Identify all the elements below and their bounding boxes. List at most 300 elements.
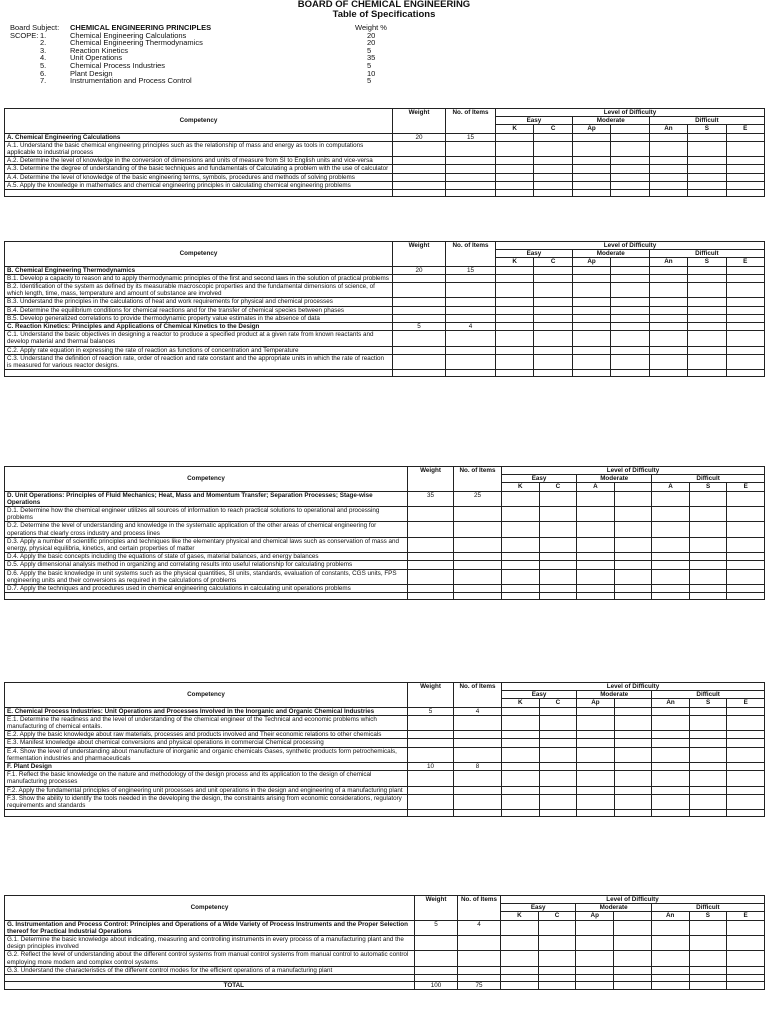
difficulty-cell — [502, 507, 540, 522]
difficulty-cell — [727, 731, 765, 739]
difficulty-cell — [688, 141, 726, 156]
section-items: 15 — [446, 133, 496, 141]
scope-item-weight: 5 — [367, 76, 372, 86]
difficulty-cell — [652, 569, 690, 584]
section-title: F. Plant Design — [5, 763, 408, 771]
difficulty-cell — [611, 173, 649, 181]
difficulty-cell — [572, 266, 610, 274]
difficulty-cell — [454, 507, 502, 522]
blank-cell — [496, 190, 534, 197]
difficulty-cell — [688, 173, 726, 181]
blank-cell — [534, 370, 572, 377]
blank-cell — [614, 593, 652, 600]
difficulty-cell — [572, 314, 610, 322]
difficulty-cell — [496, 133, 534, 141]
blank-cell — [577, 810, 615, 817]
blank-cell — [5, 190, 393, 197]
difficulty-cell — [534, 346, 572, 354]
difficulty-cell — [502, 786, 540, 794]
blank-cell — [446, 370, 496, 377]
difficulty-cell — [649, 298, 687, 306]
difficulty-cell — [689, 715, 727, 730]
difficulty-cell — [649, 306, 687, 314]
difficulty-cell — [726, 306, 764, 314]
section-title: B. Chemical Engineering Thermodynamics — [5, 266, 393, 274]
difficulty-cell — [502, 707, 540, 715]
scope-item-number: 4. — [40, 53, 47, 63]
level-of-difficulty-header: Level of Difficulty — [502, 467, 765, 475]
level-column-header: Ap — [576, 912, 614, 920]
competency-text: D.5. Apply dimensional analysis method in organizing and correlating results into useful relationship for calculating problems — [5, 561, 408, 569]
competency-row — [5, 966, 765, 974]
difficulty-cell — [539, 553, 577, 561]
difficulty-cell — [572, 346, 610, 354]
difficulty-cell — [572, 283, 610, 298]
scope-item — [10, 62, 387, 70]
difficulty-cell — [652, 491, 690, 506]
blank-cell — [501, 975, 539, 982]
difficulty-cell — [446, 306, 496, 314]
blank-cell — [727, 593, 765, 600]
spec-table — [4, 108, 765, 197]
board-subject-label: Board Subject: — [10, 23, 60, 32]
difficulty-cell — [649, 173, 687, 181]
difficulty-cell — [611, 298, 649, 306]
difficulty-cell — [727, 491, 765, 506]
difficulty-cell — [726, 354, 764, 369]
difficulty-cell — [446, 157, 496, 165]
level-column-header: Ap — [577, 699, 615, 707]
blank-cell — [534, 190, 572, 197]
difficulty-cell — [577, 715, 615, 730]
total-row — [5, 982, 765, 990]
difficulty-cell — [689, 507, 727, 522]
scope-item-name: Chemical Engineering Thermodynamics — [70, 38, 203, 48]
difficulty-cell — [408, 747, 454, 762]
competency-text: E.2. Apply the basic knowledge about raw materials, processes and products involved and Their economic relations to other chemicals — [5, 731, 408, 739]
scope-item-name: Unit Operations — [70, 53, 123, 63]
section-title: D. Unit Operations: Principles of Fluid Mechanics; Heat, Mass and Momentum Transfer; Separation Processes; Stage-wise Operations — [5, 491, 408, 506]
blank-cell — [572, 190, 610, 197]
difficulty-cell — [577, 522, 615, 537]
difficulty-cell — [446, 274, 496, 282]
difficulty-cell — [577, 561, 615, 569]
difficulty-cell — [393, 141, 446, 156]
scope-item-name: Chemical Engineering Calculations — [70, 30, 187, 40]
blank-cell — [5, 810, 408, 817]
difficulty-cell — [726, 173, 764, 181]
competency-row — [5, 569, 765, 584]
competency-text: F.3. Show the ability to identify the tools needed in the developing the design, the constraints arising from economic considerations, regulatory requirements and standards — [5, 794, 408, 809]
scope-item-weight: 20 — [367, 38, 376, 48]
difficulty-cell — [539, 569, 577, 584]
blank-cell — [502, 810, 540, 817]
board-subject-row — [10, 24, 387, 32]
difficulty-cell — [501, 920, 539, 935]
items-header: No. of Items — [446, 242, 496, 267]
difficulty-cell — [577, 537, 615, 552]
section-row — [5, 266, 765, 274]
level-column-header: K — [502, 483, 540, 491]
difficult-header: Difficult — [649, 250, 764, 258]
difficulty-cell — [611, 133, 649, 141]
difficulty-cell — [572, 165, 610, 173]
competency-row — [5, 157, 765, 165]
difficulty-cell — [539, 507, 577, 522]
difficulty-cell — [496, 283, 534, 298]
blank-cell — [726, 190, 764, 197]
difficulty-cell — [415, 951, 458, 966]
difficulty-cell — [408, 739, 454, 747]
items-header: No. of Items — [454, 683, 502, 708]
difficulty-cell — [454, 561, 502, 569]
difficulty-cell — [614, 786, 652, 794]
difficulty-cell — [539, 747, 577, 762]
scope-item-name: Plant Design — [70, 68, 113, 78]
difficulty-cell — [614, 715, 652, 730]
difficulty-cell — [727, 707, 765, 715]
difficulty-cell — [611, 141, 649, 156]
section-weight: 5 — [415, 920, 458, 935]
difficulty-cell — [496, 173, 534, 181]
header-row — [5, 896, 765, 904]
difficulty-cell — [502, 739, 540, 747]
difficulty-cell — [727, 786, 765, 794]
difficulty-cell — [502, 585, 540, 593]
difficulty-cell — [611, 306, 649, 314]
section-row — [5, 763, 765, 771]
difficulty-cell — [689, 771, 727, 786]
difficulty-cell — [572, 354, 610, 369]
difficulty-cell — [501, 982, 539, 990]
difficulty-cell — [502, 794, 540, 809]
difficulty-cell — [454, 715, 502, 730]
difficulty-cell — [688, 165, 726, 173]
competency-text: E.3. Manifest knowledge about chemical conversions and physical operations in commercial Chemical processing — [5, 739, 408, 747]
difficulty-cell — [539, 585, 577, 593]
scope-item-number: 7. — [40, 76, 47, 86]
header-row — [5, 109, 765, 117]
difficulty-cell — [651, 951, 689, 966]
blank-row — [5, 593, 765, 600]
difficulty-cell — [502, 715, 540, 730]
difficulty-cell — [689, 491, 727, 506]
competency-text: G.2. Reflect the level of understanding about the different control systems from manual control systems from manual control to automatic control employing more modern and complex control systems — [5, 951, 415, 966]
difficulty-cell — [652, 715, 690, 730]
difficulty-cell — [689, 707, 727, 715]
easy-header: Easy — [502, 691, 577, 699]
blank-cell — [688, 370, 726, 377]
difficulty-cell — [688, 274, 726, 282]
difficulty-cell — [614, 747, 652, 762]
level-column-header: K — [502, 699, 540, 707]
competency-text: D.3. Apply a number of scientific principles and techniques like the elementary physical and chemical laws such as conservation of mass and energy, physical equilibria, kinetics, and certain properties of matter — [5, 537, 408, 552]
competency-row — [5, 739, 765, 747]
weight-header: Weight — [393, 109, 446, 134]
difficulty-cell — [726, 314, 764, 322]
difficulty-cell — [652, 763, 690, 771]
level-column-header — [614, 699, 652, 707]
items-header: No. of Items — [446, 109, 496, 134]
difficulty-cell — [727, 585, 765, 593]
competency-row — [5, 771, 765, 786]
blank-cell — [454, 593, 502, 600]
difficulty-cell — [534, 141, 572, 156]
blank-cell — [393, 190, 446, 197]
difficulty-cell — [649, 266, 687, 274]
difficulty-cell — [649, 157, 687, 165]
difficulty-cell — [652, 553, 690, 561]
blank-cell — [649, 370, 687, 377]
difficulty-cell — [611, 314, 649, 322]
scope-item — [10, 54, 387, 62]
level-column-header — [611, 258, 649, 266]
level-column-header: E — [726, 258, 764, 266]
difficulty-cell — [688, 181, 726, 189]
blank-cell — [611, 190, 649, 197]
competency-row — [5, 165, 765, 173]
difficulty-cell — [689, 537, 727, 552]
difficulty-cell — [727, 763, 765, 771]
blank-cell — [415, 975, 458, 982]
competency-text: A.1. Understand the basic chemical engineering principles such as the relationship of mass and energy as tools in computations applicable to industrial process — [5, 141, 393, 156]
difficulty-cell — [727, 920, 765, 935]
difficulty-cell — [614, 936, 652, 951]
difficulty-cell — [652, 747, 690, 762]
competency-text: A.5. Apply the knowledge in mathematics and chemical engineering principles in calculating chemical engineering problems — [5, 181, 393, 189]
level-column-header: K — [496, 125, 534, 133]
difficulty-cell — [576, 936, 614, 951]
level-column-header: C — [534, 258, 572, 266]
competency-row — [5, 537, 765, 552]
difficulty-cell — [496, 314, 534, 322]
difficulty-cell — [538, 966, 576, 974]
blank-cell — [572, 370, 610, 377]
difficulty-cell — [534, 274, 572, 282]
scope-item — [10, 47, 387, 55]
difficulty-cell — [611, 181, 649, 189]
level-of-difficulty-header: Level of Difficulty — [496, 109, 765, 117]
difficulty-cell — [611, 266, 649, 274]
difficulty-cell — [689, 739, 727, 747]
scope-block — [10, 24, 387, 85]
difficulty-cell — [415, 936, 458, 951]
difficulty-cell — [688, 266, 726, 274]
difficulty-cell — [726, 157, 764, 165]
difficulty-cell — [408, 715, 454, 730]
blank-cell — [689, 975, 727, 982]
difficult-header: Difficult — [649, 117, 764, 125]
difficulty-cell — [572, 141, 610, 156]
scope-list — [10, 32, 387, 85]
header-row — [5, 467, 765, 475]
total-weight: 100 — [415, 982, 458, 990]
difficulty-cell — [446, 331, 496, 346]
competency-row — [5, 951, 765, 966]
difficulty-cell — [649, 314, 687, 322]
scope-item-name: Chemical Process Industries — [70, 60, 166, 70]
competency-header: Competency — [5, 896, 415, 921]
difficulty-cell — [538, 982, 576, 990]
difficulty-cell — [538, 936, 576, 951]
section-title: E. Chemical Process Industries: Unit Operations and Processes Involved in the Inorganic and Organic Chemical Industries — [5, 707, 408, 715]
difficulty-cell — [689, 982, 727, 990]
board-title: BOARD OF CHEMICAL ENGINEERING — [297, 0, 471, 10]
difficulty-cell — [393, 274, 446, 282]
difficulty-cell — [689, 522, 727, 537]
difficulty-cell — [502, 771, 540, 786]
competency-text: D.4. Apply the basic concepts including the equations of state of gases, material balances, and energy balances — [5, 553, 408, 561]
moderate-header: Moderate — [576, 904, 651, 912]
competency-row — [5, 141, 765, 156]
difficulty-cell — [688, 298, 726, 306]
section-items: 25 — [454, 491, 502, 506]
difficulty-cell — [727, 747, 765, 762]
difficulty-cell — [727, 936, 765, 951]
blank-cell — [458, 975, 501, 982]
difficulty-cell — [393, 165, 446, 173]
difficulty-cell — [534, 298, 572, 306]
competency-row — [5, 747, 765, 762]
blank-cell — [576, 975, 614, 982]
difficulty-cell — [502, 561, 540, 569]
scope-item-weight: 20 — [367, 30, 376, 40]
document-header — [0, 0, 768, 20]
difficulty-cell — [539, 771, 577, 786]
total-label: TOTAL — [5, 982, 415, 990]
blank-cell — [727, 975, 765, 982]
spec-table — [4, 682, 765, 817]
blank-row — [5, 975, 765, 982]
difficulty-cell — [649, 331, 687, 346]
blank-row — [5, 370, 765, 377]
difficulty-cell — [496, 165, 534, 173]
section-weight: 10 — [408, 763, 454, 771]
level-column-header: C — [539, 699, 577, 707]
competency-row — [5, 715, 765, 730]
difficulty-cell — [726, 266, 764, 274]
competency-row — [5, 731, 765, 739]
competency-row — [5, 585, 765, 593]
difficulty-cell — [611, 274, 649, 282]
difficulty-cell — [649, 354, 687, 369]
difficulty-cell — [393, 157, 446, 165]
difficulty-cell — [454, 569, 502, 584]
competency-row — [5, 553, 765, 561]
difficulty-cell — [726, 181, 764, 189]
difficulty-cell — [689, 585, 727, 593]
blank-cell — [727, 810, 765, 817]
difficulty-cell — [446, 141, 496, 156]
difficulty-cell — [688, 157, 726, 165]
difficulty-cell — [408, 507, 454, 522]
difficulty-cell — [649, 133, 687, 141]
difficulty-cell — [577, 731, 615, 739]
difficulty-cell — [458, 936, 501, 951]
difficulty-cell — [501, 951, 539, 966]
moderate-header: Moderate — [572, 250, 649, 258]
section-title: A. Chemical Engineering Calculations — [5, 133, 393, 141]
difficulty-cell — [577, 763, 615, 771]
difficulty-cell — [502, 553, 540, 561]
difficulty-cell — [726, 165, 764, 173]
difficulty-cell — [652, 739, 690, 747]
level-column-header — [614, 483, 652, 491]
competency-row — [5, 283, 765, 298]
difficulty-cell — [688, 306, 726, 314]
difficulty-cell — [726, 298, 764, 306]
difficulty-cell — [454, 522, 502, 537]
difficulty-cell — [393, 314, 446, 322]
blank-row — [5, 810, 765, 817]
difficulty-cell — [502, 569, 540, 584]
blank-cell — [454, 810, 502, 817]
section-row — [5, 133, 765, 141]
difficulty-cell — [534, 323, 572, 331]
competency-text: D.2. Determine the level of understanding and knowledge in the systematic application of the other areas of chemical engineering for operations that clearly cross industry and process lines — [5, 522, 408, 537]
section-row — [5, 491, 765, 506]
weight-percent-header: Weight % — [355, 23, 387, 32]
blank-cell — [611, 370, 649, 377]
difficulty-cell — [572, 323, 610, 331]
weight-header: Weight — [415, 896, 458, 921]
difficulty-cell — [689, 951, 727, 966]
difficulty-cell — [539, 786, 577, 794]
competency-row — [5, 274, 765, 282]
difficulty-cell — [651, 982, 689, 990]
weight-header: Weight — [393, 242, 446, 267]
level-column-header: S — [689, 912, 727, 920]
difficulty-cell — [688, 354, 726, 369]
difficulty-cell — [577, 786, 615, 794]
difficulty-cell — [408, 794, 454, 809]
competency-row — [5, 786, 765, 794]
difficulty-cell — [651, 920, 689, 935]
easy-header: Easy — [496, 250, 573, 258]
level-column-header: E — [727, 912, 765, 920]
difficulty-cell — [689, 920, 727, 935]
difficulty-cell — [454, 585, 502, 593]
difficulty-cell — [614, 794, 652, 809]
difficulty-cell — [689, 794, 727, 809]
difficulty-cell — [393, 283, 446, 298]
difficulty-cell — [652, 561, 690, 569]
difficulty-cell — [408, 786, 454, 794]
difficulty-cell — [611, 354, 649, 369]
difficulty-cell — [572, 181, 610, 189]
difficulty-cell — [534, 354, 572, 369]
difficulty-cell — [393, 331, 446, 346]
difficulty-cell — [649, 181, 687, 189]
difficult-header: Difficult — [651, 904, 764, 912]
difficulty-cell — [576, 951, 614, 966]
level-of-difficulty-header: Level of Difficulty — [502, 683, 765, 691]
difficult-header: Difficult — [652, 475, 765, 483]
difficulty-cell — [446, 346, 496, 354]
difficulty-cell — [649, 283, 687, 298]
difficulty-cell — [727, 771, 765, 786]
competency-text: C.3. Understand the definition of reaction rate, order of reaction and rate constant and the appropriate units in which the rate of reaction is measured for various reactor designs. — [5, 354, 393, 369]
difficulty-cell — [726, 323, 764, 331]
section-row — [5, 707, 765, 715]
level-column-header: C — [534, 125, 572, 133]
section-weight: 35 — [408, 491, 454, 506]
competency-text: C.2. Apply rate equation in expressing the rate of reaction as functions of concentration and Temperature — [5, 346, 393, 354]
difficulty-cell — [454, 786, 502, 794]
blank-cell — [393, 370, 446, 377]
competency-header: Competency — [5, 109, 393, 134]
moderate-header: Moderate — [577, 691, 652, 699]
